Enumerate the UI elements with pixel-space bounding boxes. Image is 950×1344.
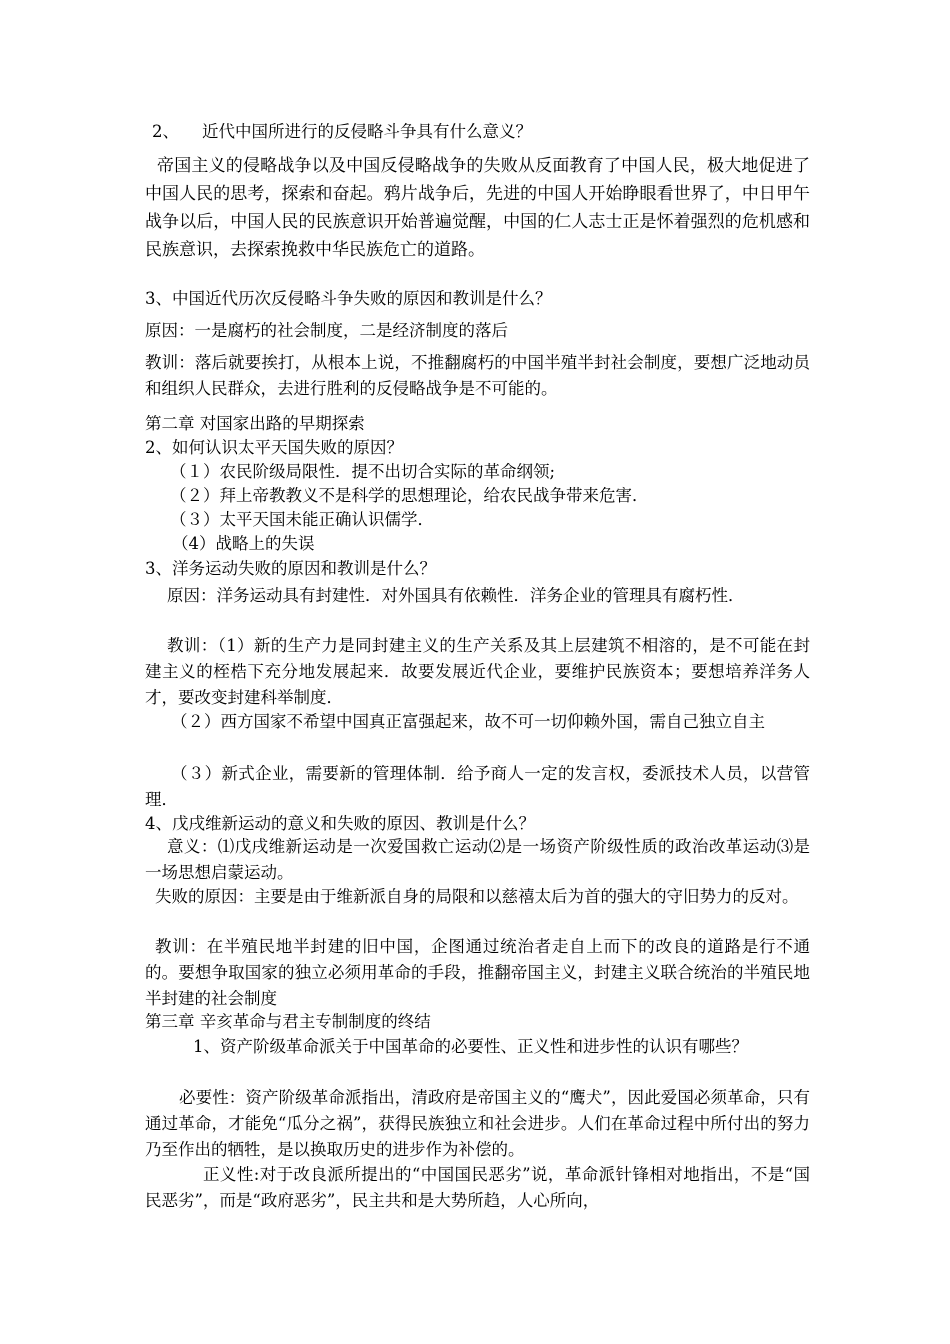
- question-text: 近代中国所进行的反侵略斗争具有什么意义？: [202, 122, 532, 141]
- question-number: 2、: [152, 122, 179, 141]
- wuxu-lesson: 教训：在半殖民地半封建的旧中国，企图通过统治者走自上而下的改良的道路是行不通的。要想争取国家的独立必须用革命的手段，推翻帝国主义，封建主义联合统治的半殖民地半封建的社会制度: [145, 937, 810, 1008]
- question-3-heading: 3、中国近代历次反侵略斗争失败的原因和教训是什么？: [145, 289, 552, 308]
- chapter-3-heading: 第三章 辛亥革命与君主专制制度的终结: [145, 1012, 431, 1031]
- necessity-paragraph: 必要性：资产阶级革命派指出，清政府是帝国主义的“鹰犬”，因此爱国必须革命，只有通过革命，才能免“瓜分之祸”，获得民族独立和社会进步。人们在革命过程中所付出的努力乃至作出的牺牲，是以换取历史的进步作为补偿的。: [145, 1088, 810, 1159]
- chapter-2-question-4: 4、戊戌维新运动的意义和失败的原因、教训是什么？: [145, 814, 535, 833]
- wuxu-significance: 意义：⑴戊戌维新运动是一次爱国救亡运动⑵是一场资产阶级性质的政治改革运动⑶是一场思想启蒙运动。: [145, 837, 810, 882]
- yangwu-lesson-1: 教训：（1）新的生产力是同封建主义的生产关系及其上层建筑不相溶的，是不可能在封建主义的桎梏下充分地发展起来．故要发展近代企业，要维护民族资本；要想培养洋务人才，要改变封建科举制度．: [145, 636, 810, 707]
- list-item: （4）战略上的失误: [172, 534, 315, 553]
- chapter-3-question-1: 1、资产阶级革命派关于中国革命的必要性、正义性和进步性的认识有哪些？: [193, 1037, 748, 1056]
- wuxu-failure: 失败的原因：主要是由于维新派自身的局限和以慈禧太后为首的强大的守旧势力的反对。: [155, 887, 799, 906]
- list-item: （３）太平天国未能正确认识儒学．: [170, 510, 434, 529]
- yangwu-lesson-3: （３）新式企业，需要新的管理体制．给予商人一定的发言权，委派技术人员，以营管理．: [145, 764, 810, 809]
- chapter-2-heading: 第二章 对国家出路的早期探索: [145, 414, 365, 433]
- justice-paragraph: 正义性:对于改良派所提出的“中国国民恶劣”说，革命派针锋相对地指出，不是“国民恶劣”，而是“政府恶劣”，民主共和是大势所趋，人心所向，: [145, 1165, 810, 1210]
- question-3-lesson: 教训：落后就要挨打，从根本上说，不推翻腐朽的中国半殖半封社会制度，要想广泛地动员和组织人民群众，去进行胜利的反侵略战争是不可能的。: [145, 353, 810, 398]
- question-2-answer: 帝国主义的侵略战争以及中国反侵略战争的失败从反面教育了中国人民，极大地促进了中国人民的思考，探索和奋起。鸦片战争后，先进的中国人开始睁眼看世界了，中日甲午战争以后，中国人民的民族意识开始普遍觉醒，中国的仁人志士正是怀着强烈的危机感和民族意识，去探索挽救中华民族危亡的道路。: [145, 156, 810, 260]
- yangwu-cause: 原因：洋务运动具有封建性．对外国具有依赖性．洋务企业的管理具有腐朽性．: [167, 586, 745, 605]
- chapter-2-question-3: 3、洋务运动失败的原因和教训是什么？: [145, 559, 436, 578]
- list-item: （１）农民阶级局限性．提不出切合实际的革命纲领;: [170, 462, 556, 481]
- list-item: （２）拜上帝教教义不是科学的思想理论，给农民战争带来危害．: [170, 486, 649, 505]
- yangwu-lesson-2: （２）西方国家不希望中国真正富强起来，故不可一切仰赖外国，需自己独立自主: [171, 712, 765, 731]
- chapter-2-question-2: 2、如何认识太平天国失败的原因？: [145, 438, 403, 457]
- question-2-heading: [152, 120, 817, 144]
- question-3-cause: 原因：一是腐朽的社会制度，二是经济制度的落后: [145, 321, 508, 340]
